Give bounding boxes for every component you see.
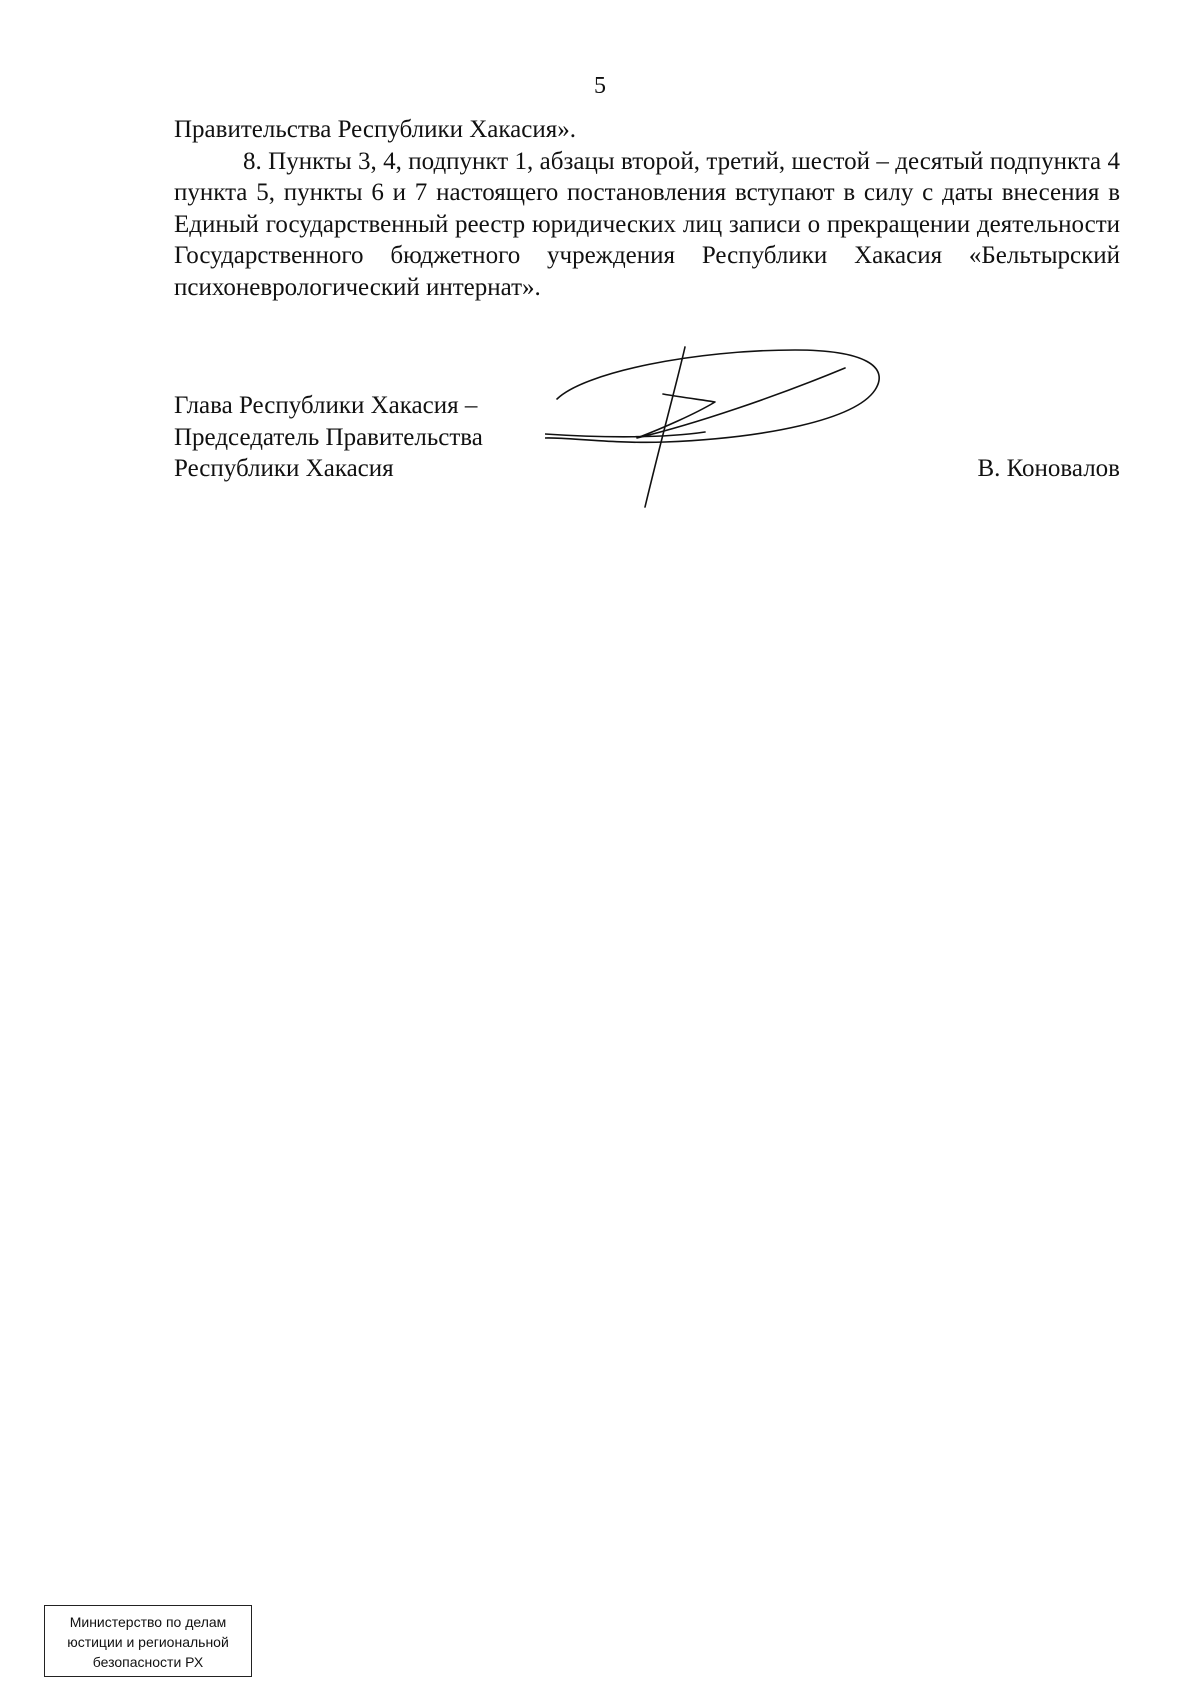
signatory-name: В. Коновалов <box>977 455 1120 482</box>
stamp-line: юстиции и региональной <box>67 1634 229 1650</box>
stamp-line: Министерство по делам <box>69 1614 227 1630</box>
page-number: 5 <box>594 73 606 99</box>
signatory-title <box>174 390 594 485</box>
signatory-title-line: Председатель Правительства <box>174 423 483 451</box>
signatory-title-line: Глава Республики Хакасия – <box>174 392 478 419</box>
paragraph-item-8: 8. Пункты 3, 4, подпункт 1, абзацы второй, третий, шестой – десятый подпункта 4 пункта 5, пункты 6 и 7 настоящего постановления вступают в силу с даты внесения в Единый государственный реестр юридических лиц записи о прекращении деятельности Государственного бюджетного учреждения Республики Хакасия «Бельтырский психоневрологический интернат». <box>174 147 1120 301</box>
paragraph-continuation: Правительства Республики Хакасия». <box>174 116 576 143</box>
stamp-line: безопасности РХ <box>92 1654 204 1670</box>
body-text <box>174 114 1120 303</box>
signatory-title-line: Республики Хакасия <box>174 455 394 482</box>
ministry-stamp <box>44 1605 252 1677</box>
signature-block <box>174 390 1120 510</box>
